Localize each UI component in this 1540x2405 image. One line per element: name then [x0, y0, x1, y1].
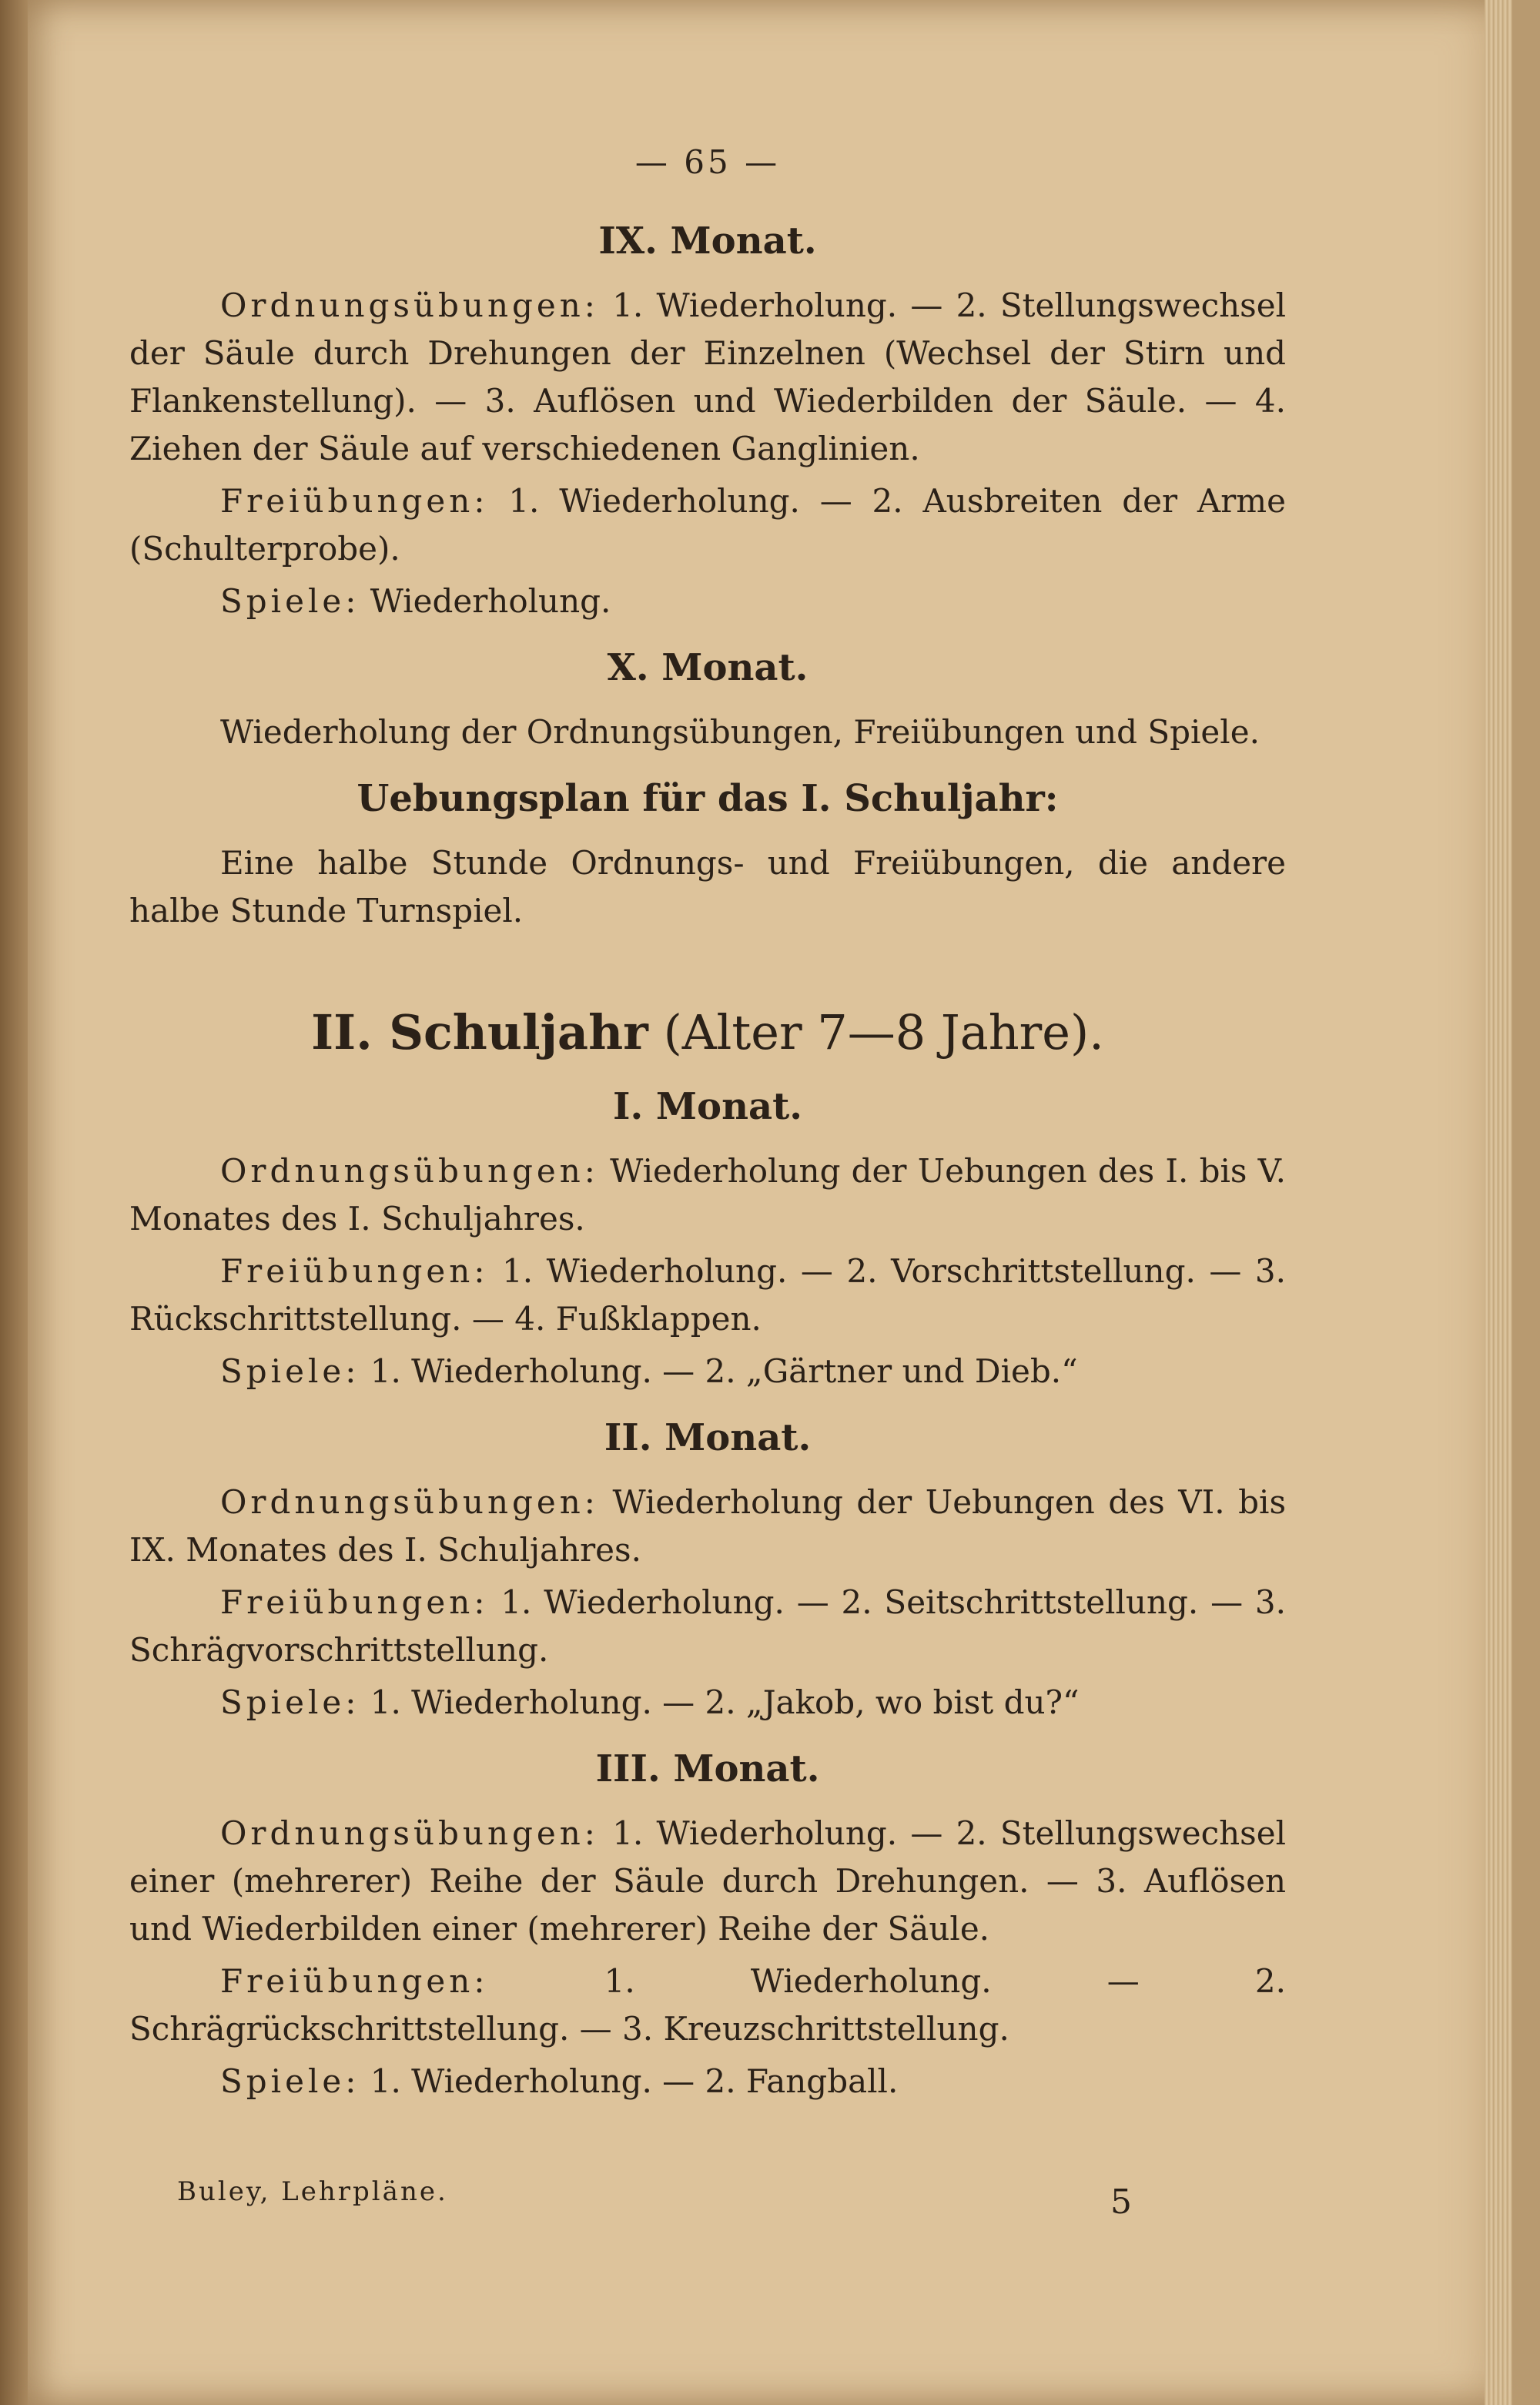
- section-heading: IX. Monat.: [598, 219, 817, 263]
- paragraph-label: Ordnungsübungen:: [220, 1152, 599, 1190]
- paragraph: [129, 839, 1286, 935]
- paragraph-text: 1. Wiederholung. — 2. Schrägrückschrittstellung. — 3. Kreuzschrittstellung.: [129, 1962, 1286, 2048]
- section-heading: Uebungsplan für das I. Schuljahr:: [357, 777, 1059, 820]
- section-heading: X. Monat.: [607, 646, 808, 689]
- page-text: [129, 139, 1286, 2110]
- year-title: [129, 1004, 1286, 1060]
- paragraph-text: Wiederholung der Uebungen des VI. bis IX. Monates des I. Schuljahres.: [129, 1483, 1286, 1569]
- paragraph: [129, 1348, 1286, 1395]
- paragraph: [129, 578, 1286, 625]
- paragraph-label: Freiübungen:: [220, 1962, 489, 2000]
- year-title-rest: (Alter 7—8 Jahre).: [648, 1004, 1104, 1060]
- paragraph-text: 1. Wiederholung. — 2. „Jakob, wo bist du?“: [360, 1683, 1080, 1721]
- footer-author: Buley, Lehrpläne.: [177, 2176, 448, 2207]
- paragraph: [129, 1679, 1286, 1727]
- book-spine-shadow: [0, 0, 28, 2405]
- page-footer: [177, 2176, 1132, 2222]
- page-edge: [1485, 0, 1512, 2405]
- paragraph-label: Freiübungen:: [220, 1583, 489, 1621]
- paragraph-label: Spiele:: [220, 1352, 360, 1390]
- paragraph-label: Spiele:: [220, 582, 360, 620]
- paragraph-text: 1. Wiederholung. — 2. Stellungswechsel der Säule durch Drehungen der Einzelnen (Wechsel der Stirn und Flankenstellung). — 3. Auflösen und Wiederbilden der Säule. — 4. Ziehen der Säule auf verschiedenen Ganglinien.: [129, 286, 1286, 467]
- paragraph: [129, 708, 1286, 756]
- paragraph-text: 1. Wiederholung. — 2. Seitschrittstellung. — 3. Schrägvorschrittstellung.: [129, 1583, 1286, 1669]
- paragraph-label: Ordnungsübungen:: [220, 1483, 599, 1521]
- paragraph-label: Freiübungen:: [220, 1252, 489, 1290]
- paragraph-text: 1. Wiederholung. — 2. Fangball.: [360, 2062, 899, 2100]
- paragraph-text: 1. Wiederholung. — 2. Vorschrittstellung. — 3. Rückschrittstellung. — 4. Fußklappen.: [129, 1252, 1286, 1338]
- paragraph: [129, 2058, 1286, 2105]
- section-heading: I. Monat.: [613, 1085, 802, 1128]
- paragraph-text: 1. Wiederholung. — 2. „Gärtner und Dieb.“: [360, 1352, 1078, 1390]
- paragraph: [129, 1479, 1286, 1574]
- paragraph: [129, 1147, 1286, 1243]
- section-heading: II. Monat.: [604, 1416, 812, 1459]
- sheet-signature: 5: [1110, 2182, 1132, 2222]
- paragraph: [129, 1958, 1286, 2053]
- paragraph-text: Eine halbe Stunde Ordnungs- und Freiübungen, die andere halbe Stunde Turnspiel.: [129, 844, 1286, 930]
- paragraph-label: Spiele:: [220, 2062, 360, 2100]
- paragraph-text: 1. Wiederholung. — 2. Ausbreiten der Arme (Schulterprobe).: [129, 482, 1286, 568]
- paragraph-text: Wiederholung der Ordnungsübungen, Freiübungen und Spiele.: [220, 713, 1260, 751]
- paragraph: [129, 282, 1286, 473]
- paragraph: [129, 1810, 1286, 1953]
- paragraph-label: Freiübungen:: [220, 482, 489, 520]
- page-number: — 65 —: [634, 143, 781, 181]
- year-title-bold: II. Schuljahr: [311, 1004, 648, 1060]
- paragraph: [129, 1579, 1286, 1674]
- paragraph-text: Wiederholung.: [360, 582, 611, 620]
- paragraph-text: Wiederholung der Uebungen des I. bis V. Monates des I. Schuljahres.: [129, 1152, 1286, 1238]
- paragraph-text: 1. Wiederholung. — 2. Stellungswechsel einer (mehrerer) Reihe der Säule durch Drehungen. — 3. Auflösen und Wiederbilden einer (mehrerer) Reihe der Säule.: [129, 1814, 1286, 1948]
- paragraph-label: Spiele:: [220, 1683, 360, 1721]
- section-heading: III. Monat.: [595, 1747, 820, 1790]
- paragraph: [129, 477, 1286, 573]
- paragraph: [129, 1248, 1286, 1343]
- paragraph-label: Ordnungsübungen:: [220, 286, 599, 324]
- paragraph-label: Ordnungsübungen:: [220, 1814, 599, 1852]
